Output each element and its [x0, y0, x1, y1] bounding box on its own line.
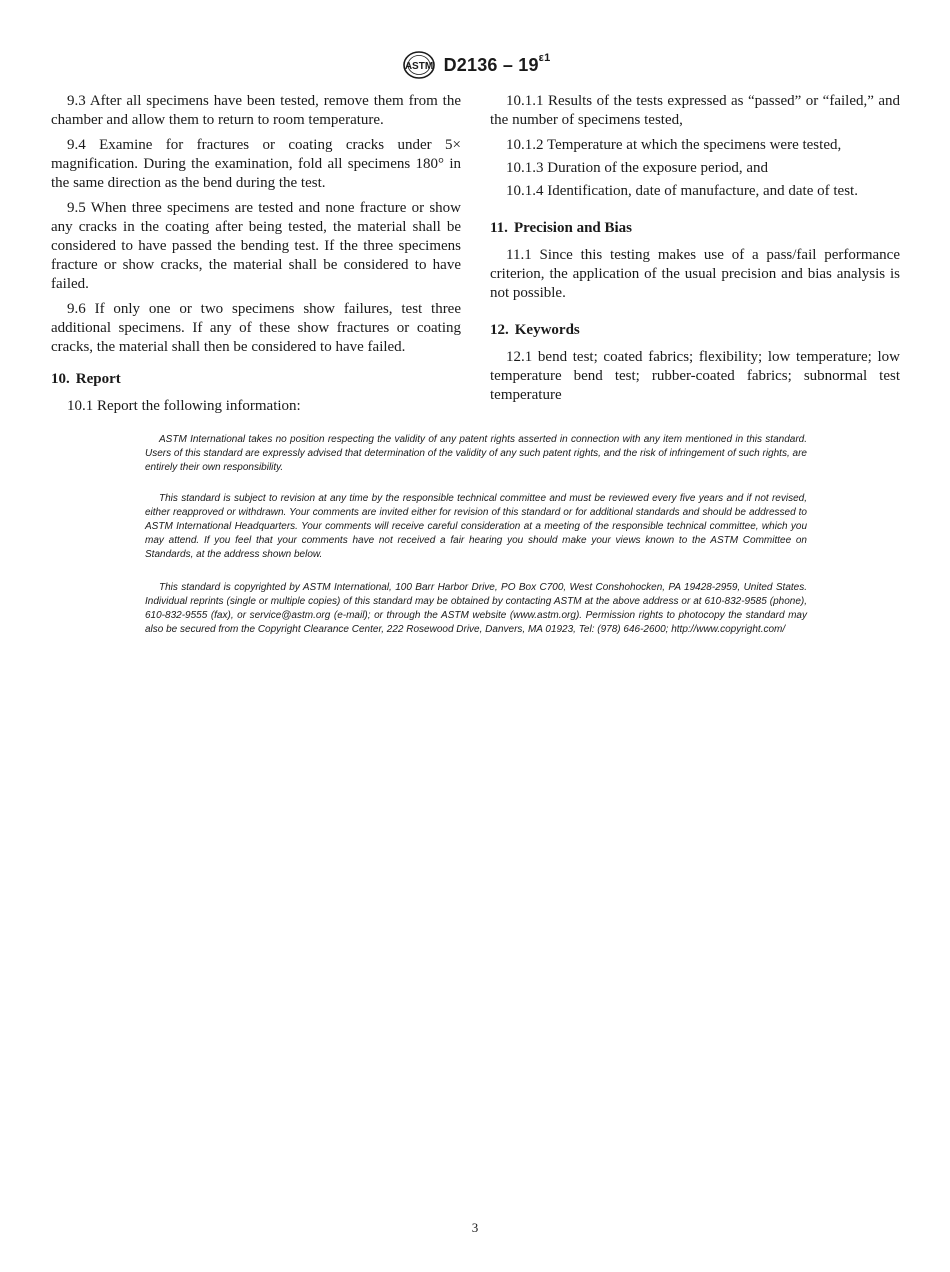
paragraph-10-1-4: 10.1.4 Identification, date of manufacture, and date of test. — [506, 183, 858, 199]
paragraph-10-1-2: 10.1.2 Temperature at which the specimens were tested, — [506, 137, 842, 153]
header-inner — [400, 50, 551, 80]
paragraph-9-6: 9.6 If only one or two specimens show failures, test three additional specimens. If any of these show fractures or coating cracks, the material shall then be considered to have failed. — [51, 301, 461, 355]
section-11-title: Precision and Bias — [513, 220, 633, 236]
astm-logo-icon — [400, 50, 438, 80]
copyright-notice — [145, 581, 807, 637]
section-10-number: 10. — [51, 371, 70, 387]
section-12-number: 12. — [490, 322, 509, 338]
section-12-title: Keywords — [514, 322, 580, 338]
paragraph-9-4: 9.4 Examine for fractures or coating cracks under 5× magnification. During the examination, fold all specimens 180° in the same direction as the bend during the test. — [51, 137, 461, 191]
section-11-heading — [490, 219, 900, 238]
section-10-title: Report — [75, 371, 121, 387]
patent-notice-text: ASTM International takes no position respecting the validity of any patent rights asserted in connection with any item mentioned in this standard. Users of this standard are expressly advised that determination of the validity of any such patent rights, and the risk of infringement of such rights, are entirely their own responsibility. — [145, 434, 807, 473]
paragraph-9-3: 9.3 After all specimens have been tested, remove them from the chamber and allow them to return to room temperature. — [51, 93, 461, 128]
revision-notice — [145, 492, 807, 562]
paragraph-10-1: 10.1 Report the following information: — [67, 398, 301, 414]
page-header — [0, 50, 950, 86]
paragraph-10-1-3: 10.1.3 Duration of the exposure period, and — [506, 160, 769, 176]
paragraph-9-5: 9.5 When three specimens are tested and none fracture or show any cracks in the coating after being tested, the material shall be considered to have passed the bending test. If the three specimens fracture or show cracks, the material shall be considered to have failed. — [51, 200, 461, 292]
copyright-notice-text: This standard is copyrighted by ASTM International, 100 Barr Harbor Drive, PO Box C700, West Conshohocken, PA 19428-2959, United States. Individual reprints (single or multiple copies) of this standard may be obtained by contacting ASTM at the above address or at 610-832-9585 (phone), 610-832-9555 (fax), or service@astm.org (e-mail); or through the ASTM website (www.astm.org). Permission rights to photocopy the standard may also be secured from the Copyright Clearance Center, 222 Rosewood Drive, Danvers, MA 01923, Tel: (978) 646-2600; http://www.copyright.com/ — [145, 582, 807, 635]
svg-text:ASTM: ASTM — [404, 61, 433, 72]
paragraph-10-1-1: 10.1.1 Results of the tests expressed as “passed” or “failed,” and the number of specimens tested, — [490, 93, 900, 128]
section-11-number: 11. — [490, 220, 508, 236]
paragraph-12-1: 12.1 bend test; coated fabrics; flexibility; low temperature; low temperature bend test; rubber-coated fabrics; subnormal test temperature — [490, 349, 900, 403]
designation-text: D2136 – 19 — [443, 54, 539, 75]
page-number: 3 — [471, 1220, 479, 1235]
left-column — [51, 92, 461, 422]
section-10-heading — [51, 370, 461, 389]
revision-notice-text: This standard is subject to revision at any time by the responsible technical committee and must be reviewed every five years and if not revised, either reapproved or withdrawn. Your comments are invited either for revision of this standard or for additional standards and should be addressed to ASTM International Headquarters. Your comments will receive careful consideration at a meeting of the responsible technical committee, which you may attend. If you feel that your comments have not received a fair hearing you should make your views known to the ASTM Committee on Standards, at the address shown below. — [145, 493, 807, 560]
standard-designation — [443, 51, 551, 76]
section-12-heading — [490, 321, 900, 340]
patent-notice — [145, 433, 807, 475]
right-column — [490, 92, 900, 411]
designation-superscript: ε1 — [538, 51, 551, 64]
paragraph-11-1: 11.1 Since this testing makes use of a pass/fail performance criterion, the application of the usual precision and bias analysis is not possible. — [490, 247, 900, 301]
